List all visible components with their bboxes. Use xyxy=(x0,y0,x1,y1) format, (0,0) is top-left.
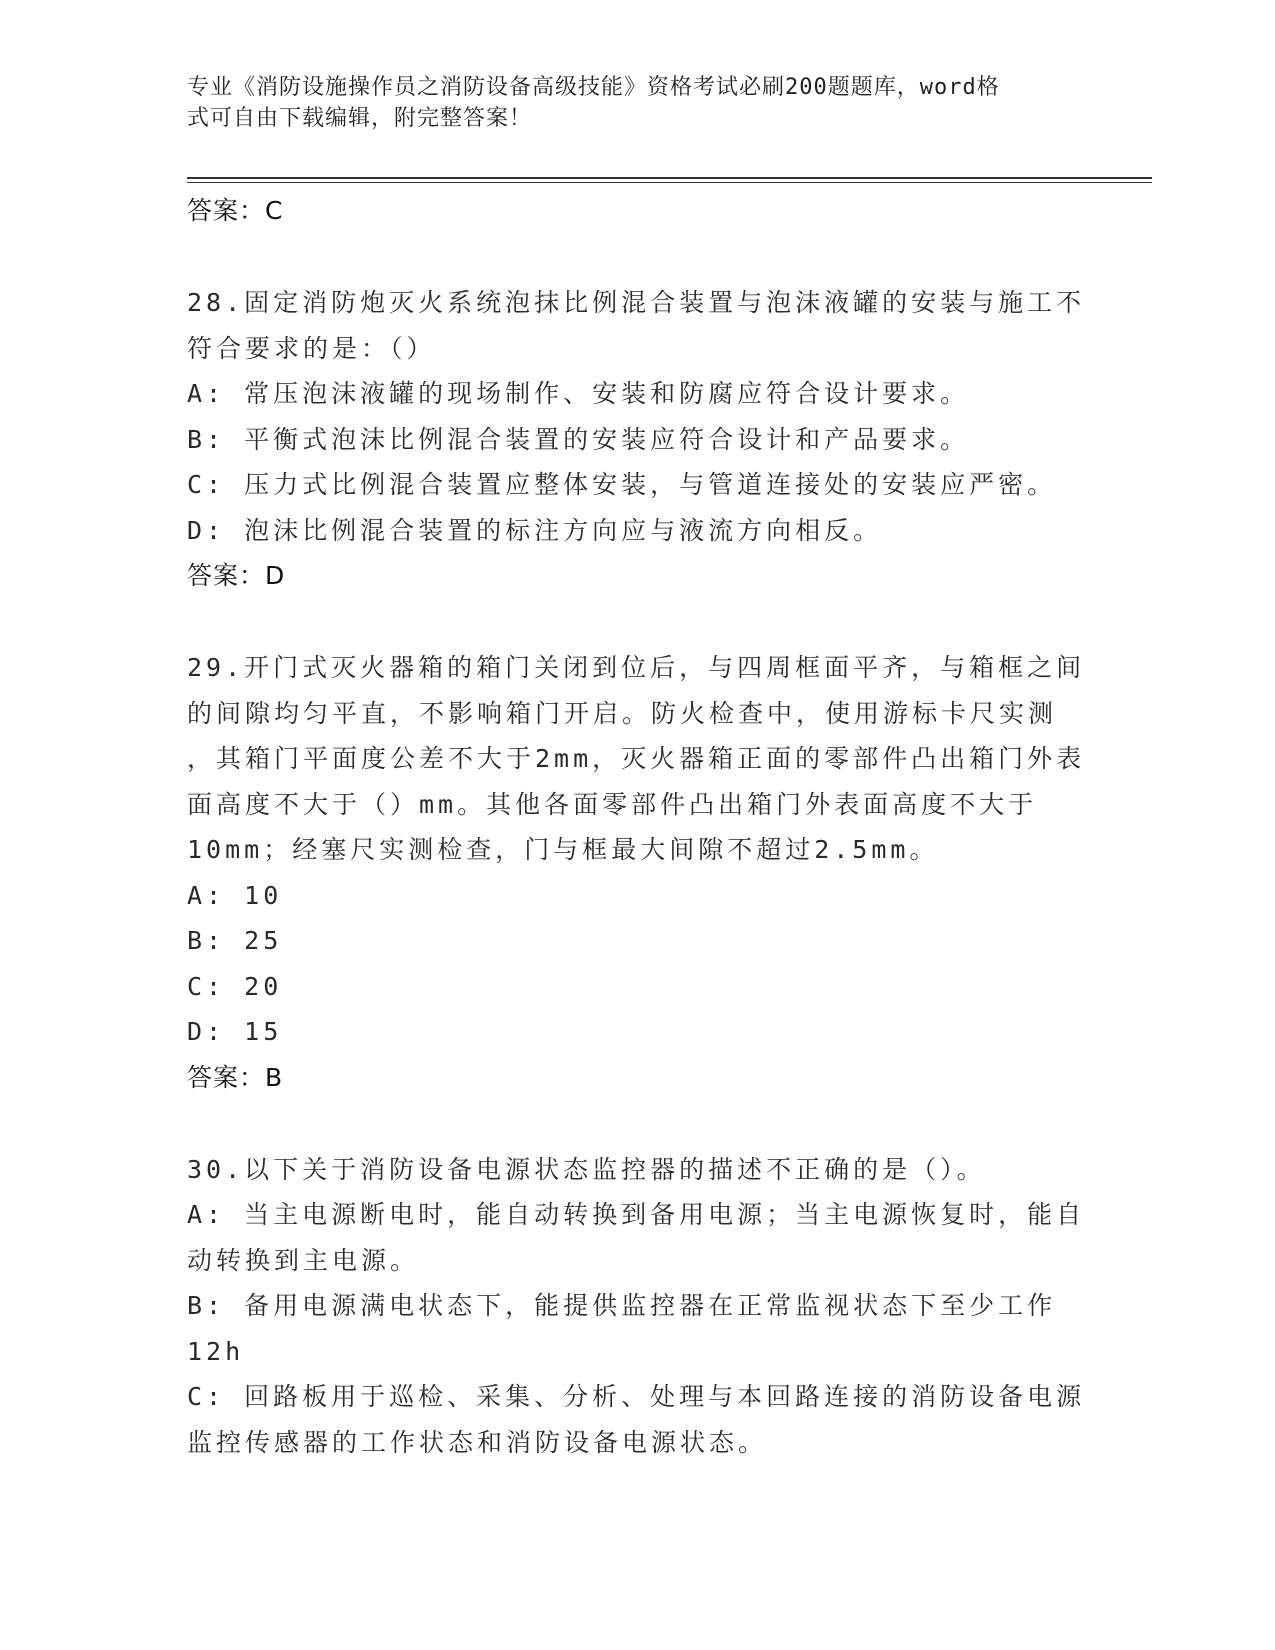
stem-line: 面高度不大于（）mm。其他各面零部件凸出箱门外表面高度不大于 xyxy=(187,789,1038,819)
stem-line: 29.开门式灭火器箱的箱门关闭到位后，与四周框面平齐，与箱框之间 xyxy=(187,653,1086,682)
stem-line: 的间隙均匀平直，不影响箱门开启。防火检查中，使用游标卡尺实测 xyxy=(187,698,1058,728)
option-list xyxy=(187,873,1087,1055)
answer-line: 答案：D xyxy=(187,561,286,590)
option-c: C: 压力式比例混合装置应整体安装，与管道连接处的安装应严密。 xyxy=(187,470,1057,499)
option-a: A: 10 xyxy=(187,880,283,910)
option-c: C: 回路板用于巡检、采集、分析、处理与本回路连接的消防设备电源 xyxy=(187,1382,1086,1411)
spacer xyxy=(187,234,1087,280)
option-d: D: 15 xyxy=(187,1017,283,1046)
stem-line: 30.以下关于消防设备电源状态监控器的描述不正确的是（）。 xyxy=(187,1154,986,1184)
question-stem xyxy=(187,280,1087,371)
stem-line: 10mm；经塞尺实测检查，门与框最大间隙不超过2.5mm。 xyxy=(187,835,939,864)
answer-line: 答案：B xyxy=(187,1062,284,1092)
page-header xyxy=(187,72,1067,134)
option-d: D: 泡沫比例混合装置的标注方向应与液流方向相反。 xyxy=(187,515,883,545)
question-30 xyxy=(187,1147,1087,1466)
stem-line: ，其箱门平面度公差不大于2mm，灭火器箱正面的零部件凸出箱门外表 xyxy=(187,744,1086,773)
header-line: 式可自由下载编辑，附完整答案！ xyxy=(187,106,533,131)
question-stem xyxy=(187,1147,1087,1193)
question-content xyxy=(187,188,1087,1465)
stem-line: 28.固定消防炮灭火系统泡抹比例混合装置与泡沫液罐的安装与施工不 xyxy=(187,288,1086,317)
header-line: 专业《消防设施操作员之消防设备高级技能》资格考试必刷200题题库，word格 xyxy=(187,75,1000,100)
option-b: B: 25 xyxy=(187,926,283,955)
answer-line: 答案：C xyxy=(187,196,284,225)
header-rule-thin xyxy=(187,182,1152,183)
option-a-cont: 动转换到主电源。 xyxy=(187,1245,420,1275)
option-b-cont: 12h xyxy=(187,1336,245,1366)
option-a: A: 常压泡沫液罐的现场制作、安装和防腐应符合设计要求。 xyxy=(187,379,970,408)
option-c-cont: 监控传感器的工作状态和消防设备电源状态。 xyxy=(187,1427,768,1457)
spacer xyxy=(187,599,1087,645)
option-b: B: 平衡式泡沫比例混合装置的安装应符合设计和产品要求。 xyxy=(187,424,970,454)
option-b: B: 备用电源满电状态下，能提供监控器在正常监视状态下至少工作 xyxy=(187,1291,1057,1320)
spacer xyxy=(187,1101,1087,1147)
option-a: A: 当主电源断电时，能自动转换到备用电源；当主电源恢复时，能自 xyxy=(187,1200,1086,1229)
question-28 xyxy=(187,280,1087,599)
option-list xyxy=(187,1192,1087,1465)
question-stem xyxy=(187,645,1087,873)
question-29 xyxy=(187,645,1087,1101)
header-rule-thick xyxy=(187,177,1152,179)
stem-line: 符合要求的是：（） xyxy=(187,333,436,363)
option-c: C: 20 xyxy=(187,971,283,1001)
option-list xyxy=(187,371,1087,553)
